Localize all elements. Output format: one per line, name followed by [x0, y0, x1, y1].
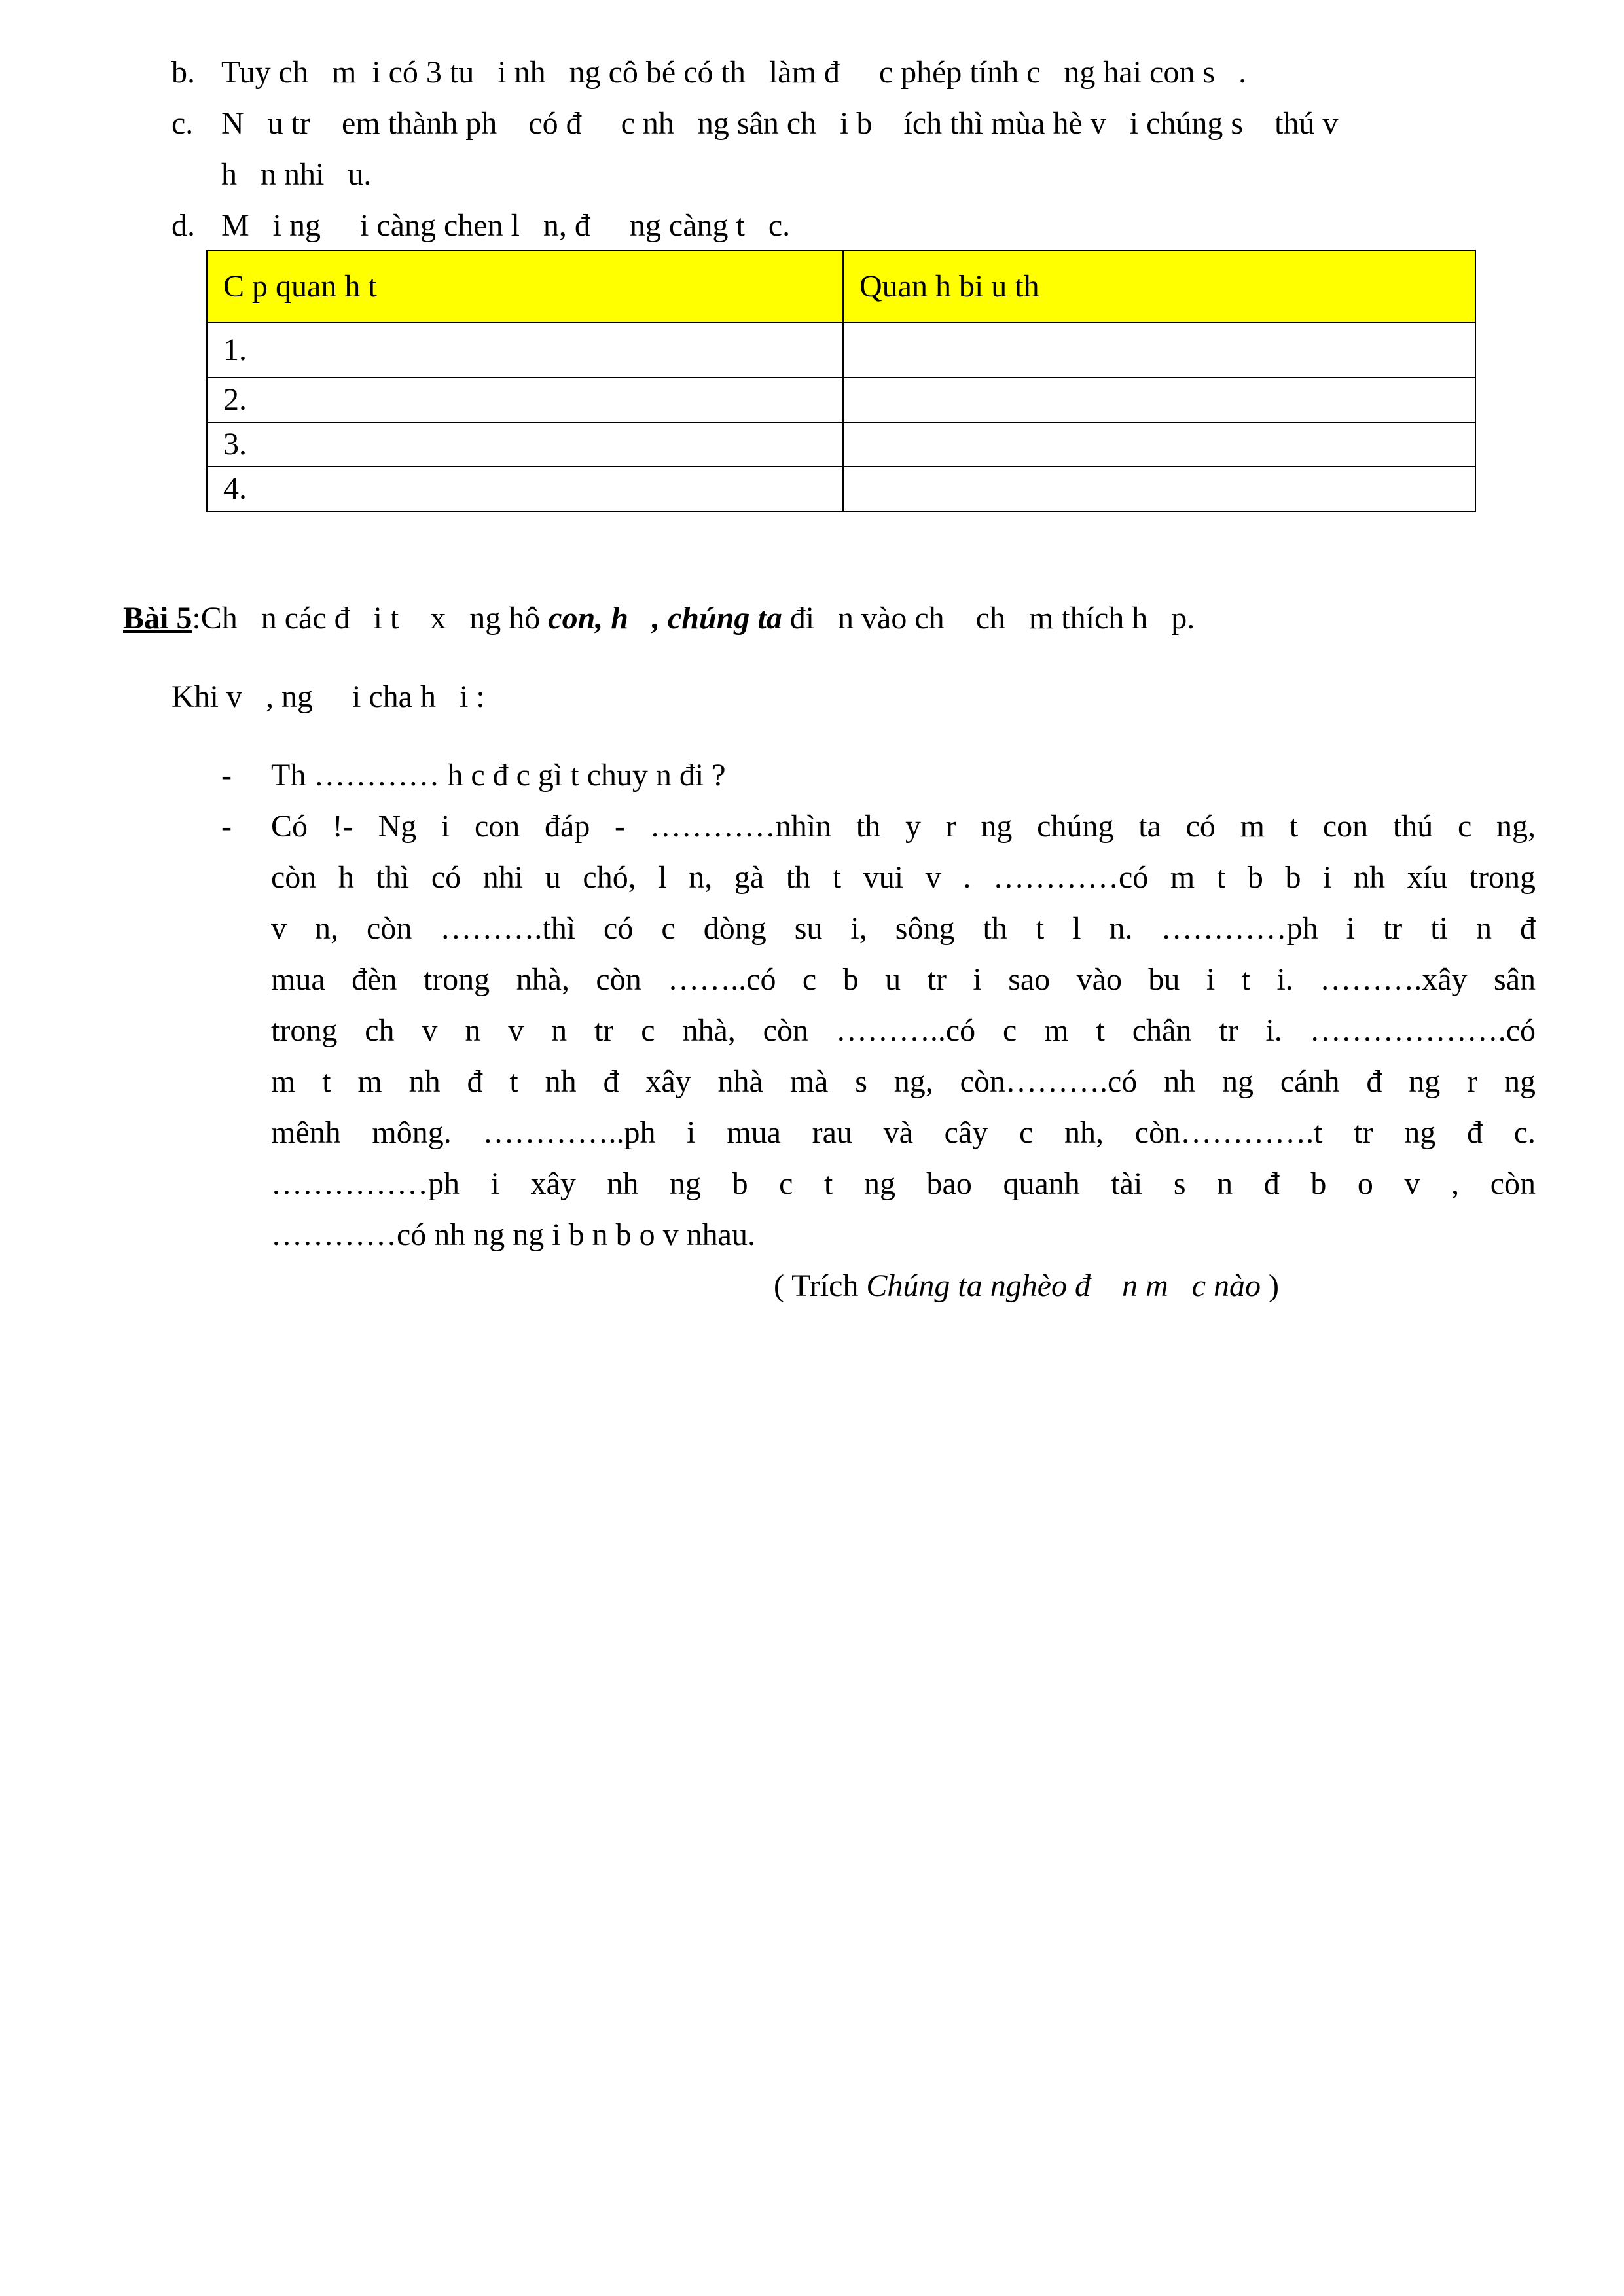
list-text: N u tr em thành ph có đ c nh ng sân ch i b ích thì mùa hè v i chúng s thú v [221, 106, 1339, 141]
table-row [207, 422, 1475, 467]
dialogue-line: …………có nh ng ng i b n b o v nhau. [271, 1217, 755, 1252]
exercise-instruction: đi n vào ch ch m thích h p. [782, 601, 1195, 636]
table-header-cell: C p quan h t [207, 251, 843, 323]
table-cell: 4. [207, 467, 843, 511]
citation [774, 1261, 1279, 1312]
table-row [207, 378, 1475, 422]
table-header-cell: Quan h bi u th [843, 251, 1475, 323]
table-row [207, 467, 1475, 511]
dialogue-dash: - [221, 809, 232, 844]
dialogue-line: m t m nh đ t nh đ xây nhà mà s ng, còn……….có nh ng cánh đ ng r ng [271, 1064, 1536, 1099]
dialogue-line: còn h thì có nhi u chó, l n, gà th t vui v . …………có m t b b i nh xíu trong [271, 860, 1536, 895]
list-label: b. [171, 55, 195, 90]
context-line: Khi v , ng i cha h i : [171, 679, 485, 714]
table-row [207, 323, 1475, 378]
table-cell [843, 467, 1475, 511]
exercise-heading [123, 593, 1195, 644]
list-text: M i ng i càng chen l n, đ ng càng t c. [221, 208, 791, 243]
citation-title: Chúng ta nghèo đ n m c nào [866, 1268, 1261, 1303]
table-cell: 3. [207, 422, 843, 467]
dialogue-line: mênh mông. …………..ph i mua rau và cây c nh, còn………….t tr ng đ c. [271, 1115, 1536, 1150]
citation-close: ) [1261, 1268, 1279, 1303]
table-header-row [207, 251, 1475, 323]
table-cell: 2. [207, 378, 843, 422]
dialogue-line: ……………ph i xây nh ng b c t ng bao quanh tài s n đ b o v , còn [271, 1166, 1536, 1201]
dialogue-line: v n, còn ……….thì có c dòng su i, sông th t l n. …………ph i tr ti n đ [271, 911, 1536, 946]
table-cell: 1. [207, 323, 843, 378]
dialogue-line: Có !- Ng i con đáp - …………nhìn th y r ng chúng ta có m t con thú c ng, [271, 809, 1536, 844]
list-text-continued: h n nhi u. [221, 157, 372, 192]
dialogue-line: mua đèn trong nhà, còn ……..có c b u tr i sao vào bu i t i. ……….xây sân [271, 962, 1536, 997]
citation-open: ( Trích [774, 1268, 867, 1303]
exercise-intro: :Ch n các đ i t x ng hô [192, 601, 549, 636]
dialogue-line: trong ch v n v n tr c nhà, còn ………..có c m t chân tr i. ……………….có [271, 1013, 1536, 1048]
table-cell[interactable] [843, 323, 1475, 378]
dialogue-dash: - [221, 758, 232, 793]
exercise-title: Bài 5 [123, 601, 192, 636]
exercise-pronouns: con, h , chúng ta [548, 601, 782, 636]
list-label: d. [171, 208, 195, 243]
list-label: c. [171, 106, 194, 141]
list-text: Tuy ch m i có 3 tu i nh ng cô bé có th làm đ c phép tính c ng hai con s . [221, 55, 1247, 90]
table-cell[interactable] [843, 378, 1475, 422]
relation-table [206, 250, 1476, 512]
table-cell[interactable] [843, 422, 1475, 467]
dialogue-line: Th ………… h c đ c gì t chuy n đi ? [271, 758, 726, 793]
